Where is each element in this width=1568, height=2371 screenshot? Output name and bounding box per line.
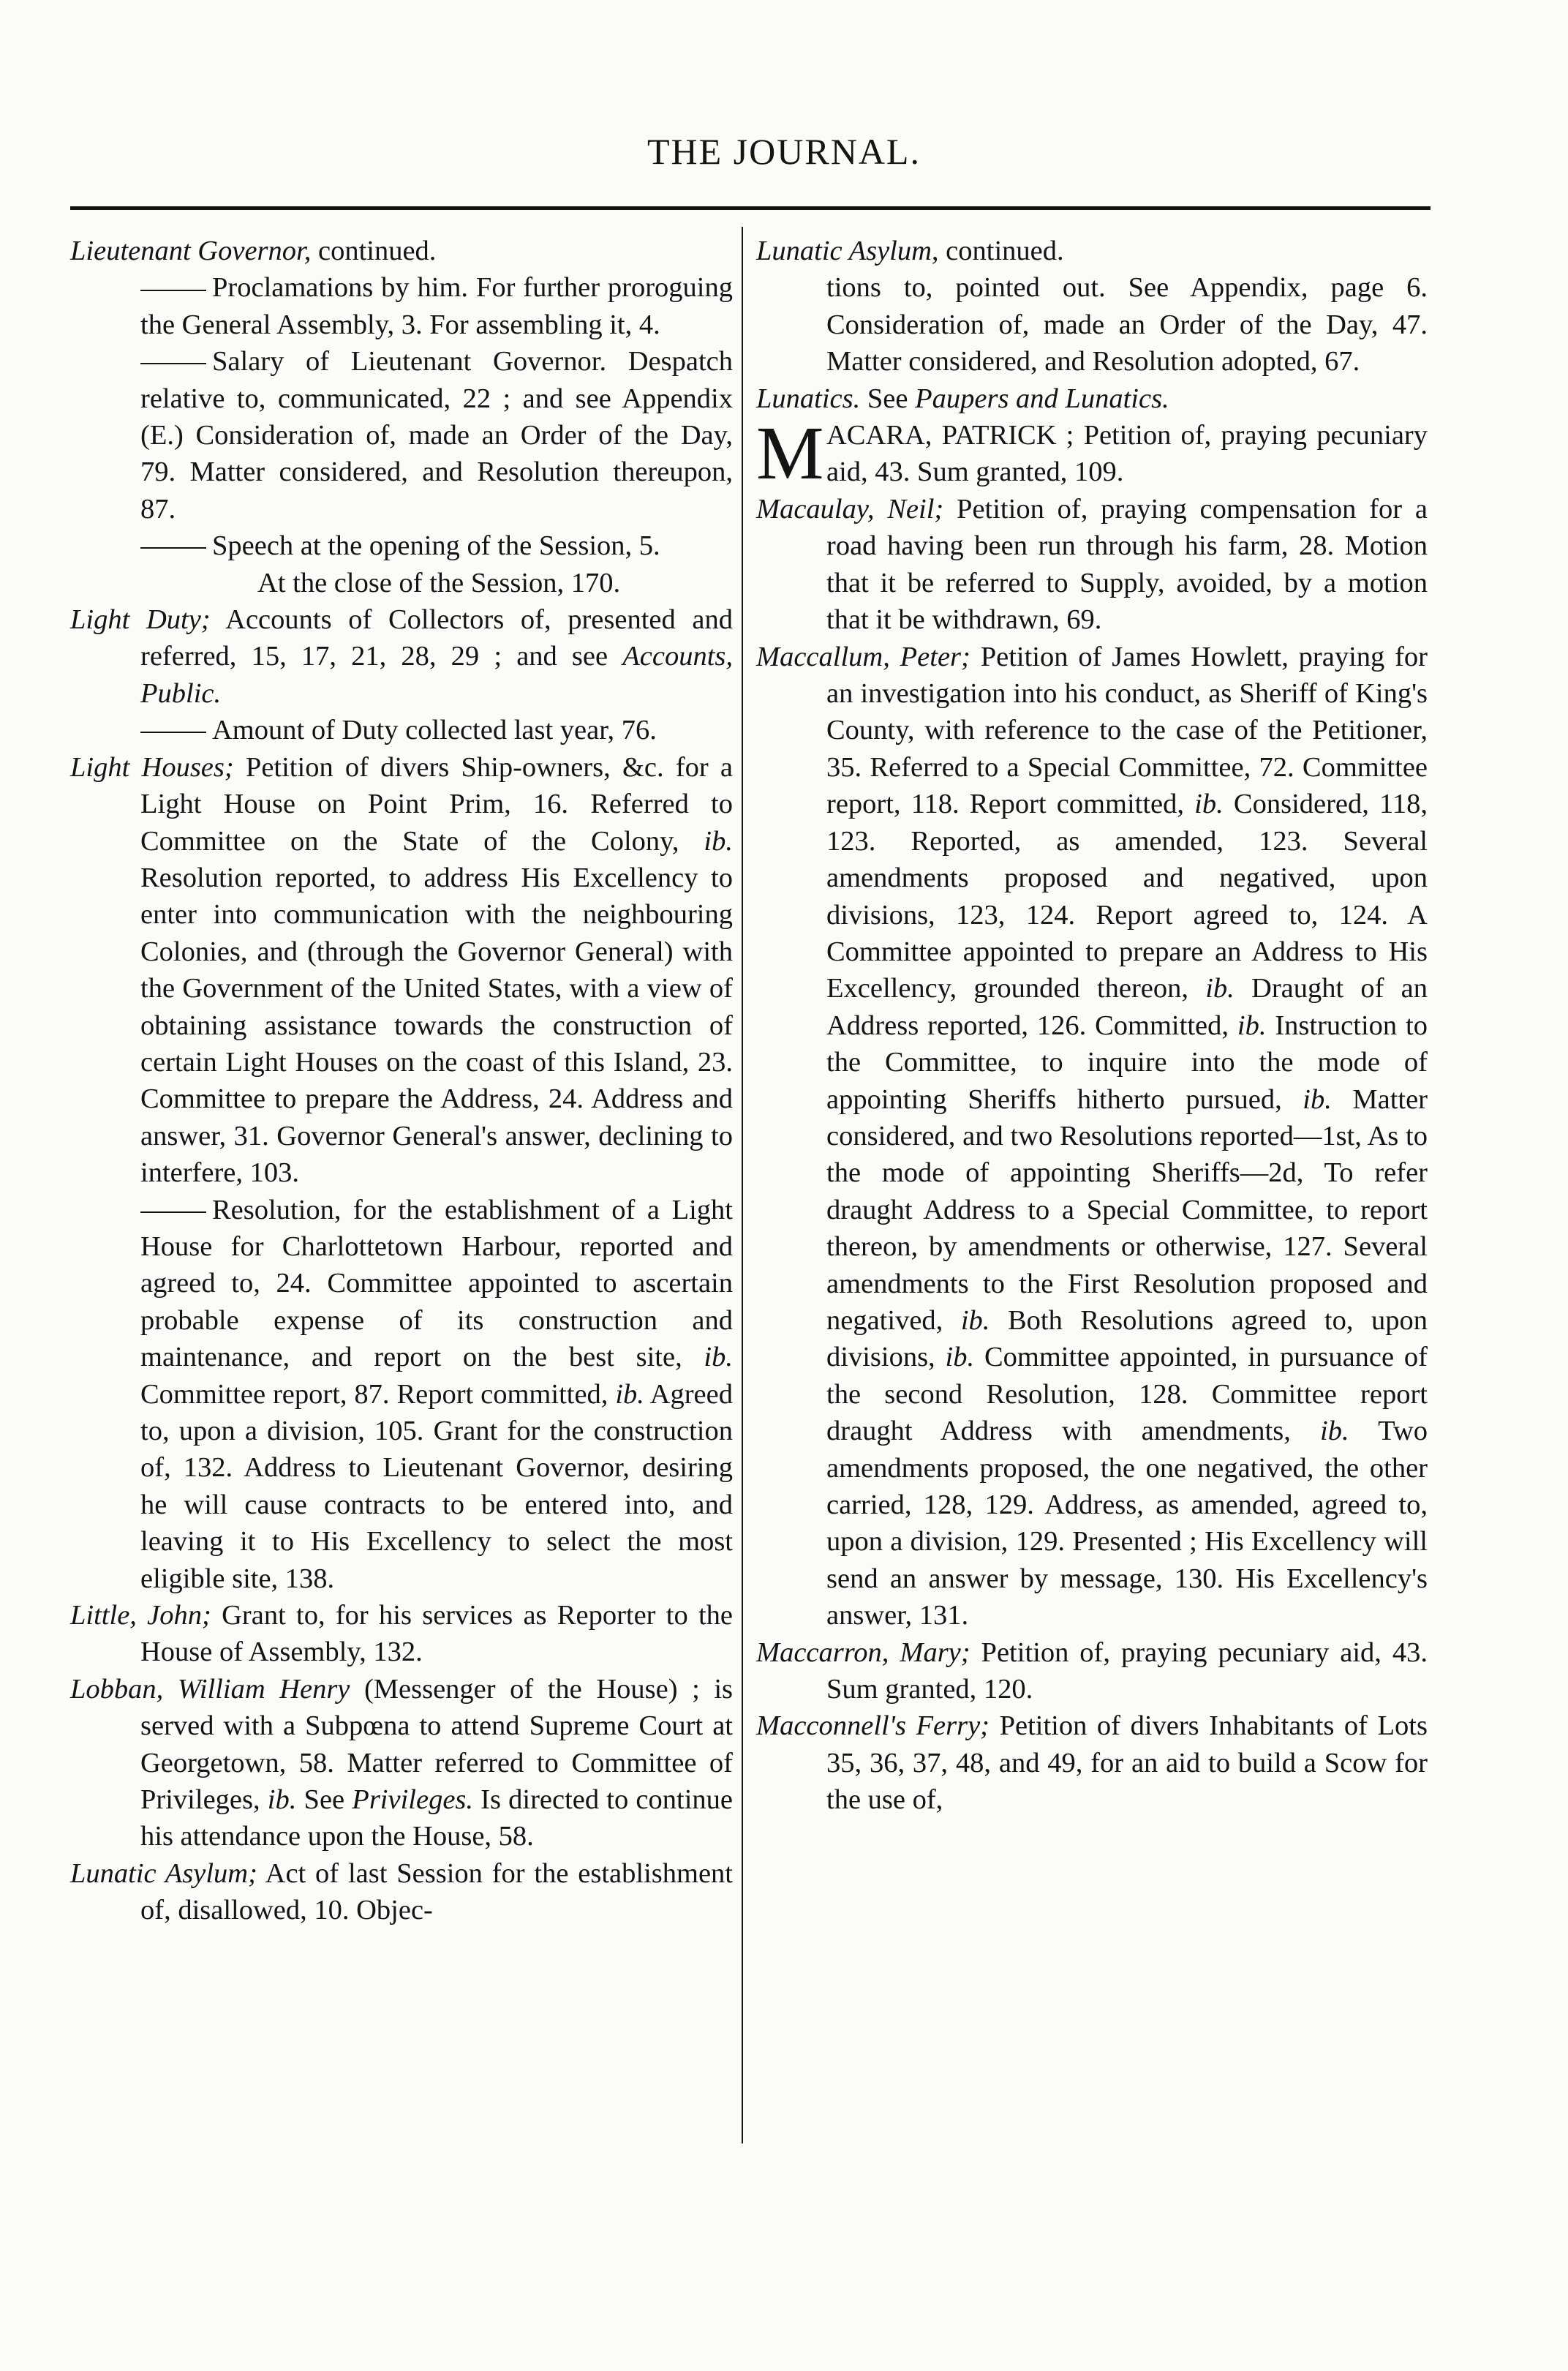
entry-italic: ib. bbox=[1303, 1083, 1332, 1115]
em-dash-rule bbox=[140, 290, 206, 291]
subentry-text: Amount of Duty collected last year, 76. bbox=[212, 715, 657, 746]
entry-italic: ib. bbox=[704, 1342, 733, 1373]
entry-text: (Messenger of the House) ; is served with a Subpœna to attend Supreme Court at Georgetown, 58. Matter referred to Committee of Privileges, bbox=[140, 1673, 734, 1816]
page-title: THE JOURNAL. bbox=[647, 131, 921, 172]
entry-head: Lunatic Asylum, bbox=[756, 236, 939, 266]
entry-text: continued. bbox=[938, 236, 1064, 266]
entry-italic: ib. bbox=[704, 825, 733, 857]
header-rule bbox=[70, 206, 1431, 210]
column-divider bbox=[742, 227, 743, 2143]
entry-head: Light Houses; bbox=[70, 751, 234, 783]
entry-text: Petition of James Howlett, praying for an investigation into his conduct, as Sheriff of King's County, with reference to the case of the Petitioner, 35. Referred to a Special Committee, 72. Committee report, 118. Report committed, bbox=[826, 641, 1428, 820]
entry-text: Petition of divers Inhabitants of Lots 35, 36, 37, 48, and 49, for an aid to build a Scow for the use of, bbox=[826, 1710, 1428, 1816]
index-entry bbox=[70, 749, 733, 1192]
index-entry bbox=[70, 1855, 733, 1929]
entry-head: Little, John; bbox=[70, 1600, 211, 1631]
entry-text: ACARA, PATRICK ; Petition of, praying pecuniary aid, 43. Sum granted, 109. bbox=[826, 420, 1428, 488]
entry-text: Matter considered, and two Resolutions reported—1st, As to the mode of appointing Sheriffs—2d, To refer draught Address to a Special Committee, to report thereon, by amendments or otherwise, 127. Several amendments to the First Resolution proposed and negatived, bbox=[826, 1083, 1428, 1336]
index-entry bbox=[756, 1707, 1428, 1818]
entry-italic: ib. bbox=[267, 1784, 297, 1816]
left-column bbox=[70, 233, 733, 1929]
entry-head: Lobban, William Henry bbox=[70, 1673, 350, 1705]
index-subentry bbox=[70, 712, 733, 748]
entry-italic: ib. bbox=[615, 1378, 644, 1410]
index-subentry-continued: At the close of the Session, 170. bbox=[257, 567, 621, 598]
index-entry bbox=[70, 601, 733, 712]
entry-italic: ib. bbox=[1320, 1416, 1349, 1447]
entry-text: Petition of divers Ship-owners, &c. for a Light House on Point Prim, 16. Referred to Committee on the State of the Colony, bbox=[140, 751, 733, 857]
index-entry bbox=[756, 491, 1428, 639]
index-entry bbox=[756, 639, 1428, 1634]
entry-text: Act of last Session for the establishment of, disallowed, 10. Objec- bbox=[140, 1857, 733, 1926]
continued-header bbox=[70, 233, 733, 269]
entry-text: Resolution reported, to address His Excellency to enter into communication with the neighbouring Colonies, and (through the Governor General) with the Government of the United States, with a view of obtaining assistance towards the construction of certain Light Houses on the coast of this Island, 23. Committee to prepare the Address, 24. Address and answer, 31. Governor General's answer, declining to interfere, 103. bbox=[140, 862, 733, 1189]
entry-text: Petition of, praying pecuniary aid, 43. Sum granted, 120. bbox=[826, 1637, 1428, 1705]
entry-text: Instruction to the Committee, to inquire into the mode of appointing Sheriffs hitherto pursued, bbox=[826, 1010, 1428, 1115]
subentry-text: Proclamations by him. For further proroguing the General Assembly, 3. For assembling it, 4. bbox=[140, 272, 733, 340]
entry-head: Light Duty; bbox=[70, 604, 211, 636]
entry-italic: Paupers and Lunatics. bbox=[915, 383, 1169, 414]
subentry-text: Salary of Lieutenant Governor. Despatch relative to, communicated, 22 ; and see Appendix (E.) Consideration of, made an Order of the Day, 79. Matter considered, and Resolution thereupon, 87. bbox=[140, 346, 733, 525]
subentry-text: Committee report, 87. Report committed, bbox=[140, 1378, 616, 1410]
index-entry bbox=[756, 380, 1428, 417]
right-column bbox=[756, 233, 1428, 1819]
entry-head: Lunatic Asylum; bbox=[70, 1857, 257, 1889]
em-dash-rule bbox=[140, 1211, 206, 1213]
index-entry bbox=[70, 1671, 733, 1855]
index-subentry bbox=[70, 343, 733, 527]
entry-text: Considered, 118, 123. Reported, as amended, 123. Several amendments proposed and negatived, upon divisions, 123, 124. Report agreed to, 124. A Committee appointed to prepare an Address to His Excellency, grounded thereon, bbox=[826, 789, 1428, 1004]
entry-text: Grant to, for his services as Reporter to the House of Assembly, 132. bbox=[140, 1600, 734, 1668]
entry-italic: ib. bbox=[960, 1304, 990, 1336]
em-dash-rule bbox=[140, 732, 206, 733]
index-subentry bbox=[70, 1192, 733, 1597]
index-entry-continued: tions to, pointed out. See Appendix, page 6. Consideration of, made an Order of the Day, 47. Matter considered, and Resolution adopted, 67. bbox=[826, 272, 1428, 377]
entry-text: See bbox=[860, 383, 916, 414]
entry-text: Is directed to continue his attendance upon the House, 58. bbox=[140, 1784, 733, 1852]
drop-cap-letter: M bbox=[756, 411, 824, 496]
entry-head: Maccarron, Mary; bbox=[756, 1637, 970, 1668]
entry-italic: ib. bbox=[1205, 973, 1235, 1004]
entry-italic: Privileges. bbox=[352, 1784, 474, 1816]
entry-text: Petition of, praying compensation for a road having been run through his farm, 28. Motion that it be referred to Supply, avoided, by a motion that it be withdrawn, 69. bbox=[826, 494, 1428, 636]
entry-text: continued. bbox=[311, 236, 437, 266]
entry-head: Maccallum, Peter; bbox=[756, 641, 970, 672]
subentry-text: Speech at the opening of the Session, 5. bbox=[212, 530, 660, 562]
index-letter-section-m bbox=[756, 411, 1428, 496]
em-dash-rule bbox=[140, 547, 206, 549]
continued-header bbox=[756, 233, 1428, 269]
em-dash-rule bbox=[140, 363, 206, 364]
entry-text: Two amendments proposed, the one negatived, the other carried, 128, 129. Address, as amended, agreed to, upon a division, 129. Presented ; His Excellency will send an answer by message, 130. His Excellency's answer, 131. bbox=[826, 1416, 1428, 1631]
index-subentry bbox=[70, 527, 733, 564]
entry-head: Macaulay, Neil; bbox=[756, 494, 944, 525]
index-entry bbox=[70, 1597, 733, 1671]
entry-text: Accounts of Collectors of, presented and referred, 15, 17, 21, 28, 29 ; and see bbox=[140, 604, 733, 672]
subentry-text: Agreed to, upon a division, 105. Grant for the construction of, 132. Address to Lieutenant Governor, desiring he will cause contracts to be entered into, and leaving it to His Excellency to select the most eligible site, 138. bbox=[140, 1378, 733, 1594]
index-subentry bbox=[70, 269, 733, 343]
entry-head: Lieutenant Governor, bbox=[70, 236, 312, 266]
entry-italic: ib. bbox=[1194, 789, 1224, 820]
entry-head: Macconnell's Ferry; bbox=[756, 1710, 990, 1742]
entry-head: Lunatics. bbox=[756, 383, 861, 414]
entry-text: Committee appointed, in pursuance of the second Resolution, 128. Committee report draught Address with amendments, bbox=[826, 1342, 1428, 1447]
subentry-text: Resolution, for the establishment of a Light House for Charlottetown Harbour, reported and agreed to, 24. Committee appointed to ascertain probable expense of its construction and maintenance, and report on the best site, bbox=[140, 1194, 733, 1373]
entry-text: Draught of an Address reported, 126. Committed, bbox=[826, 973, 1428, 1041]
entry-italic: ib. bbox=[945, 1342, 975, 1373]
entry-italic: ib. bbox=[1237, 1010, 1267, 1041]
entry-text: Both Resolutions agreed to, upon divisions, bbox=[826, 1304, 1428, 1373]
index-entry bbox=[756, 1634, 1428, 1708]
entry-text: See bbox=[296, 1784, 353, 1816]
entry-italic: Accounts, Public. bbox=[140, 641, 733, 709]
